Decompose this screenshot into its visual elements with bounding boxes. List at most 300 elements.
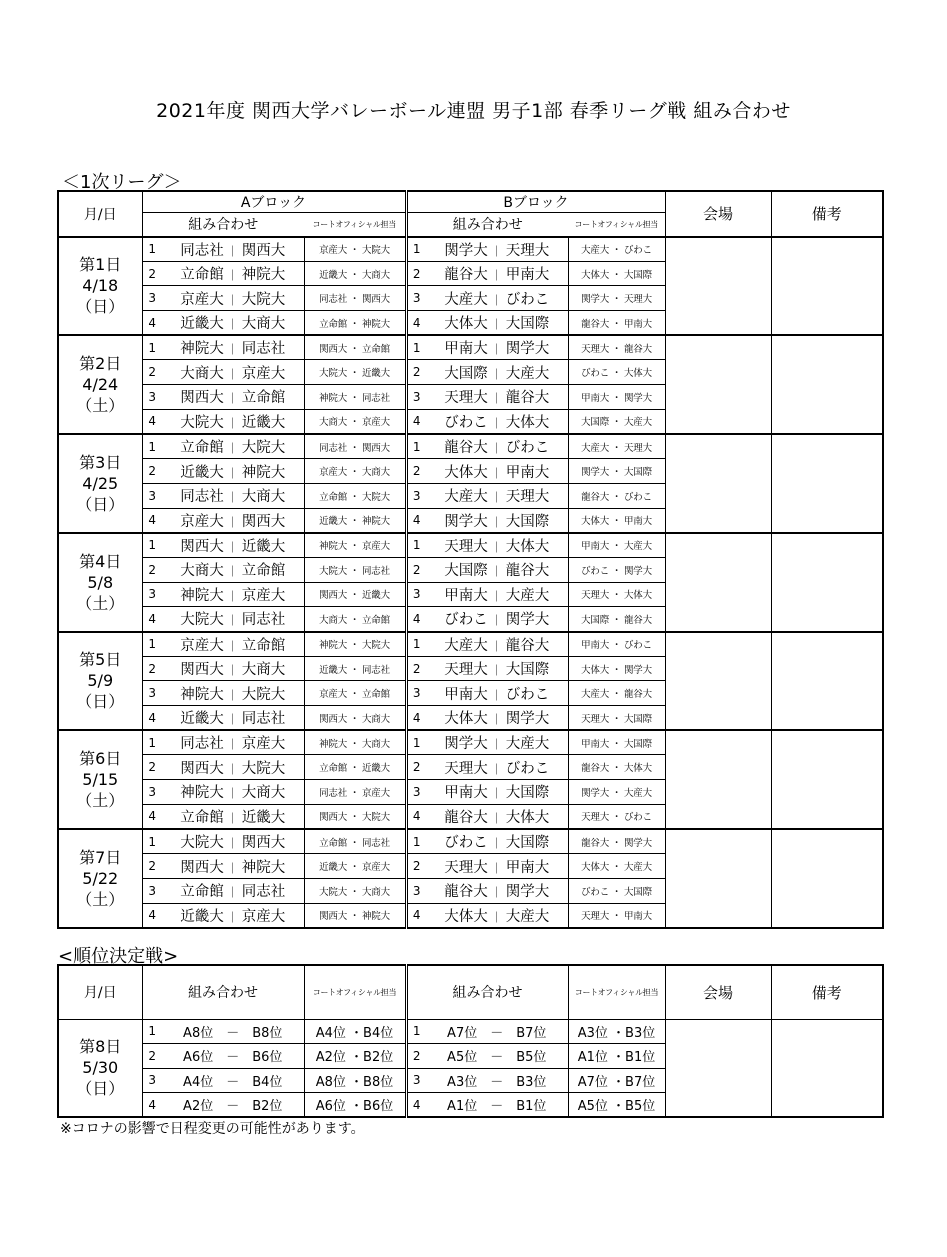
versus-separator: ｜	[223, 244, 242, 258]
day-day: 第3日	[79, 452, 122, 472]
venue-cell	[665, 632, 771, 731]
versus-separator: ｜	[223, 664, 242, 678]
versus-separator: ｜	[487, 515, 506, 529]
matchup-cell	[426, 582, 568, 607]
match-number: 2	[142, 261, 162, 286]
ranking-matchup-cell	[426, 1093, 568, 1118]
court-official-cell: 大院大 ・ 同志社	[304, 557, 406, 582]
match-number: 1	[142, 632, 162, 657]
court-official-cell: 同志社 ・ 関西大	[304, 434, 406, 459]
match-number: 3	[142, 878, 162, 903]
matchup-cell	[426, 903, 568, 928]
match-number: 3	[142, 582, 162, 607]
court-official-cell: 龍谷大 ・ 大体大	[568, 755, 665, 780]
match-row	[58, 829, 883, 854]
matchup-cell	[426, 706, 568, 731]
footnote: ※コロナの影響で日程変更の可能性があります。	[60, 1121, 365, 1137]
matchup-cell	[162, 557, 304, 582]
away-team: 大体大	[505, 414, 550, 431]
matchup-cell	[426, 730, 568, 755]
matchup-cell	[426, 533, 568, 558]
home-team: 天理大	[444, 859, 488, 876]
versus-separator: －	[477, 1050, 517, 1066]
match-number: 1	[142, 237, 162, 262]
away-team: 大国際	[505, 316, 550, 333]
versus-separator: ｜	[487, 416, 506, 430]
versus-separator: ｜	[487, 589, 506, 603]
match-number: 2	[406, 656, 426, 681]
match-number: 3	[142, 1068, 162, 1093]
home-team: 神院大	[180, 341, 224, 358]
matchup-cell	[426, 360, 568, 385]
court-official-cell: 立命館 ・ 近畿大	[304, 755, 406, 780]
official-rank-2: B4位	[363, 1025, 394, 1041]
first-league-table	[57, 190, 884, 929]
versus-separator: ｜	[487, 293, 506, 307]
match-number: 1	[406, 632, 426, 657]
court-official-cell: 大体大 ・ 甲南大	[568, 508, 665, 533]
day-day: 第4日	[79, 551, 122, 571]
matchup-cell	[426, 459, 568, 484]
rank-home: A1位	[447, 1099, 478, 1114]
rank-away: B2位	[252, 1099, 283, 1114]
versus-separator: ｜	[223, 491, 242, 505]
court-official-cell: 近畿大 ・ 同志社	[304, 656, 406, 681]
away-team: 京産大	[241, 908, 286, 925]
versus-separator: ｜	[223, 688, 242, 702]
day-cell	[58, 730, 142, 829]
match-number: 1	[142, 1019, 162, 1044]
venue-cell	[665, 1019, 771, 1117]
match-number: 4	[406, 1093, 426, 1118]
home-team: 大商大	[180, 365, 224, 382]
home-team: 京産大	[180, 291, 224, 308]
matchup-cell	[162, 878, 304, 903]
match-number: 3	[142, 286, 162, 311]
notes-cell	[771, 730, 883, 829]
court-official-cell: 龍谷大 ・ 関学大	[568, 829, 665, 854]
court-official-cell: 立命館 ・ 神院大	[304, 311, 406, 336]
matchup-cell	[426, 557, 568, 582]
home-team: 天理大	[444, 538, 488, 555]
matchup-cell	[162, 607, 304, 632]
home-team: 近畿大	[180, 464, 224, 481]
home-team: 龍谷大	[444, 809, 488, 826]
versus-separator: ｜	[487, 861, 506, 875]
court-official-cell: 神院大 ・ 大商大	[304, 730, 406, 755]
official-rank-1: A5位	[577, 1099, 608, 1114]
ranking-matchup-cell	[162, 1068, 304, 1093]
match-number: 2	[406, 755, 426, 780]
home-team: 立命館	[180, 440, 224, 457]
matchup-cell	[426, 829, 568, 854]
ranking-matchup-cell	[162, 1019, 304, 1044]
away-team: 大国際	[505, 835, 550, 852]
day-cell	[58, 237, 142, 336]
home-team: びわこ	[444, 414, 488, 431]
versus-separator: ｜	[223, 787, 242, 801]
matchup-cell	[426, 286, 568, 311]
match-number: 4	[406, 804, 426, 829]
court-official-cell: 大産大 ・ 天理大	[568, 434, 665, 459]
official-rank-2: B5位	[625, 1099, 656, 1114]
away-team: 大体大	[505, 538, 550, 555]
match-number: 3	[406, 483, 426, 508]
versus-separator: ｜	[223, 466, 242, 480]
court-official-cell: 龍谷大 ・ びわこ	[568, 483, 665, 508]
versus-separator: ｜	[487, 738, 506, 752]
versus-separator: －	[477, 1074, 517, 1090]
away-team: 同志社	[241, 341, 286, 358]
rank-away: B7位	[516, 1025, 547, 1041]
matchup-cell	[162, 730, 304, 755]
away-team: 神院大	[241, 464, 286, 481]
match-number: 4	[406, 706, 426, 731]
court-official-cell: 関西大 ・ 近畿大	[304, 582, 406, 607]
match-number: 4	[142, 706, 162, 731]
notes-cell	[771, 335, 883, 434]
rank-away: B6位	[252, 1050, 283, 1066]
versus-separator: ｜	[487, 886, 506, 900]
court-official-cell: 神院大 ・ 京産大	[304, 533, 406, 558]
court-official-cell: 関学大 ・ 大国際	[568, 459, 665, 484]
match-number: 2	[406, 557, 426, 582]
day-dow: （日）	[76, 494, 125, 514]
matchup-cell	[162, 903, 304, 928]
day-date: 5/30	[82, 1058, 119, 1078]
day-day: 第2日	[79, 354, 122, 374]
home-team: 天理大	[444, 390, 488, 407]
match-number: 3	[142, 681, 162, 706]
home-team: 大商大	[180, 563, 224, 580]
day-dow: （日）	[76, 297, 125, 317]
away-team: 神院大	[241, 859, 286, 876]
official-rank-2: B7位	[625, 1074, 656, 1090]
home-team: 大院大	[180, 612, 224, 629]
matchup-cell	[426, 755, 568, 780]
versus-separator: ｜	[223, 293, 242, 307]
rank-away: B3位	[516, 1074, 547, 1090]
versus-separator: ｜	[223, 639, 242, 653]
versus-separator: －	[213, 1025, 253, 1041]
versus-separator: ｜	[487, 688, 506, 702]
match-row	[58, 632, 883, 657]
away-team: 大院大	[241, 440, 286, 457]
court-official-cell: 同志社 ・ 京産大	[304, 780, 406, 805]
venue-cell	[665, 335, 771, 434]
matchup-cell	[426, 780, 568, 805]
away-team: 甲南大	[505, 267, 550, 284]
official-rank-2: B2位	[363, 1050, 394, 1066]
match-number: 3	[406, 780, 426, 805]
away-team: 大商大	[241, 316, 286, 333]
matchup-cell	[162, 434, 304, 459]
away-team: 京産大	[241, 736, 286, 753]
match-number: 4	[142, 409, 162, 434]
home-team: 近畿大	[180, 711, 224, 728]
date-header: 月/日	[58, 965, 142, 1019]
home-team: 立命館	[180, 267, 224, 284]
matchup-cell	[426, 434, 568, 459]
versus-separator: ｜	[223, 442, 242, 456]
court-official-cell	[568, 1044, 665, 1069]
match-number: 4	[406, 409, 426, 434]
rank-home: A5位	[447, 1050, 478, 1066]
match-number: 3	[142, 385, 162, 410]
day-cell	[58, 434, 142, 533]
court-official-cell: 近畿大 ・ 京産大	[304, 854, 406, 879]
versus-separator: ｜	[487, 318, 506, 332]
away-team: 大院大	[241, 686, 286, 703]
away-team: 大国際	[505, 662, 550, 679]
away-team: 同志社	[241, 884, 286, 901]
match-number: 3	[406, 681, 426, 706]
official-separator: ・	[345, 1074, 364, 1090]
match-number: 2	[406, 459, 426, 484]
venue-cell	[665, 730, 771, 829]
matchup-cell	[162, 483, 304, 508]
home-team: 甲南大	[444, 785, 488, 802]
official-rank-2: B8位	[363, 1074, 394, 1090]
away-team: 龍谷大	[505, 563, 550, 580]
matchups-header-a: 組み合わせ	[188, 217, 259, 234]
venue-cell	[665, 237, 771, 336]
notes-header: 備考	[771, 191, 883, 237]
versus-separator: ｜	[487, 466, 506, 480]
away-team: 近畿大	[241, 538, 286, 555]
away-team: 龍谷大	[505, 390, 550, 407]
matchup-cell	[162, 286, 304, 311]
day-date: 5/22	[82, 868, 119, 888]
rank-away: B4位	[252, 1074, 283, 1090]
away-team: 天理大	[505, 242, 550, 259]
court-official-cell: 京産大 ・ 大商大	[304, 459, 406, 484]
rank-away: B1位	[516, 1099, 547, 1114]
versus-separator: ｜	[487, 343, 506, 357]
ranking-row	[58, 1019, 883, 1044]
versus-separator: ｜	[487, 614, 506, 628]
match-number: 2	[142, 459, 162, 484]
matchup-cell	[426, 632, 568, 657]
versus-separator: ｜	[223, 762, 242, 776]
matchup-cell	[162, 706, 304, 731]
match-number: 1	[142, 829, 162, 854]
away-team: 近畿大	[241, 809, 286, 826]
home-team: 関学大	[444, 513, 488, 530]
away-team: 関学大	[505, 884, 550, 901]
official-separator: ・	[607, 1025, 626, 1041]
home-team: 天理大	[444, 760, 488, 777]
away-team: 関学大	[505, 612, 550, 629]
matchup-cell	[162, 854, 304, 879]
away-team: びわこ	[505, 686, 550, 703]
day-dow: （日）	[76, 692, 125, 712]
versus-separator: ｜	[223, 269, 242, 283]
official-rank-1: A4位	[315, 1025, 346, 1041]
match-number: 3	[142, 483, 162, 508]
match-row	[58, 335, 883, 360]
matchup-cell	[426, 681, 568, 706]
match-row	[58, 434, 883, 459]
away-team: 大商大	[241, 785, 286, 802]
matchup-cell	[426, 508, 568, 533]
official-rank-2: B3位	[625, 1025, 656, 1041]
home-team: 龍谷大	[444, 267, 488, 284]
matchup-cell	[426, 237, 568, 262]
court-official-header-a: コートオフィシャル担当	[312, 219, 396, 229]
block-b-header: Bブロック	[406, 191, 665, 213]
match-number: 1	[406, 730, 426, 755]
matchup-cell	[426, 311, 568, 336]
versus-separator: ｜	[223, 811, 242, 825]
court-official-cell: 大体大 ・ 大産大	[568, 854, 665, 879]
home-team: 神院大	[180, 587, 224, 604]
match-number: 2	[406, 854, 426, 879]
matchup-cell	[162, 409, 304, 434]
court-official-cell: 大院大 ・ 近畿大	[304, 360, 406, 385]
ranking-matchup-cell	[426, 1019, 568, 1044]
away-team: びわこ	[505, 440, 550, 457]
notes-cell	[771, 1019, 883, 1117]
home-team: 近畿大	[180, 316, 224, 333]
home-team: 天理大	[444, 662, 488, 679]
matchup-cell	[426, 878, 568, 903]
court-official-cell: 関西大 ・ 大院大	[304, 804, 406, 829]
court-official-cell: 大体大 ・ 関学大	[568, 656, 665, 681]
match-number: 2	[142, 1044, 162, 1069]
matchup-cell	[162, 804, 304, 829]
matchup-cell	[162, 656, 304, 681]
rank-home: A6位	[183, 1050, 214, 1066]
versus-separator: －	[213, 1099, 253, 1114]
matchup-cell	[426, 385, 568, 410]
official-rank-2: B6位	[363, 1099, 394, 1114]
rank-home: A8位	[183, 1025, 214, 1041]
official-separator: ・	[345, 1050, 364, 1066]
versus-separator: ｜	[223, 416, 242, 430]
day-cell	[58, 829, 142, 928]
court-official-cell: 同志社 ・ 関西大	[304, 286, 406, 311]
home-team: 関西大	[180, 859, 224, 876]
court-official-cell: びわこ ・ 大体大	[568, 360, 665, 385]
home-team: 大体大	[444, 464, 488, 481]
matchup-cell	[426, 335, 568, 360]
away-team: 同志社	[241, 612, 286, 629]
away-team: 大産大	[505, 736, 550, 753]
matchup-cell	[162, 261, 304, 286]
match-row	[58, 237, 883, 262]
court-official-cell: 甲南大 ・ 大国際	[568, 730, 665, 755]
ranking-matchup-cell	[162, 1093, 304, 1118]
matchup-cell	[162, 533, 304, 558]
home-team: 関西大	[180, 662, 224, 679]
matchup-cell	[426, 607, 568, 632]
versus-separator: ｜	[487, 491, 506, 505]
versus-separator: ｜	[223, 886, 242, 900]
versus-separator: ｜	[223, 367, 242, 381]
away-team: 神院大	[241, 267, 286, 284]
court-official-cell: 大産大 ・ 龍谷大	[568, 681, 665, 706]
court-official-cell: 天理大 ・ 大国際	[568, 706, 665, 731]
court-official-cell: 天理大 ・ 甲南大	[568, 903, 665, 928]
official-rank-2: B1位	[625, 1050, 656, 1066]
versus-separator: ｜	[223, 910, 242, 924]
matchup-cell	[162, 360, 304, 385]
versus-separator: ｜	[223, 713, 242, 727]
home-team: 関西大	[180, 538, 224, 555]
matchup-cell	[162, 780, 304, 805]
day-date: 4/25	[82, 473, 119, 493]
court-official-cell	[304, 1044, 406, 1069]
venue-cell	[665, 434, 771, 533]
venue-header: 会場	[665, 965, 771, 1019]
ranking-matchup-cell	[426, 1068, 568, 1093]
court-official-cell: 関学大 ・ 天理大	[568, 286, 665, 311]
matchup-cell	[162, 582, 304, 607]
match-number: 4	[406, 311, 426, 336]
away-team: 大商大	[241, 662, 286, 679]
versus-separator: ｜	[487, 787, 506, 801]
match-number: 1	[142, 730, 162, 755]
versus-separator: ｜	[223, 614, 242, 628]
matchups-header-b: 組み合わせ	[406, 965, 568, 1019]
date-header: 月/日	[58, 191, 142, 237]
home-team: 関学大	[444, 242, 488, 259]
matchup-cell	[162, 335, 304, 360]
match-number: 4	[406, 607, 426, 632]
match-number: 4	[406, 508, 426, 533]
matchup-cell	[162, 237, 304, 262]
day-cell	[58, 335, 142, 434]
court-official-cell: 京産大 ・ 立命館	[304, 681, 406, 706]
day-cell	[58, 1019, 142, 1117]
match-number: 3	[406, 286, 426, 311]
block-a-header: Aブロック	[142, 191, 406, 213]
day-dow: （土）	[76, 791, 125, 811]
match-number: 2	[142, 360, 162, 385]
official-separator: ・	[607, 1074, 626, 1090]
match-number: 2	[142, 755, 162, 780]
court-official-cell: 近畿大 ・ 神院大	[304, 508, 406, 533]
versus-separator: ｜	[223, 318, 242, 332]
match-number: 1	[406, 335, 426, 360]
away-team: 大院大	[241, 291, 286, 308]
section-heading-first-league: ＜1次リーグ＞	[62, 172, 182, 193]
venue-cell	[665, 533, 771, 632]
matchup-cell	[426, 656, 568, 681]
court-official-cell: 立命館 ・ 同志社	[304, 829, 406, 854]
notes-cell	[771, 237, 883, 336]
match-number: 2	[406, 1044, 426, 1069]
versus-separator: ｜	[487, 392, 506, 406]
official-rank-1: A7位	[577, 1074, 608, 1090]
official-rank-1: A8位	[315, 1074, 346, 1090]
day-dow: （土）	[76, 889, 125, 909]
versus-separator: ｜	[487, 811, 506, 825]
court-official-cell	[304, 1093, 406, 1118]
away-team: びわこ	[505, 291, 550, 308]
match-number: 4	[142, 508, 162, 533]
court-official-cell: びわこ ・ 大国際	[568, 878, 665, 903]
day-day: 第7日	[79, 847, 122, 867]
versus-separator: ｜	[487, 269, 506, 283]
away-team: 関学大	[505, 341, 550, 358]
away-team: 龍谷大	[505, 637, 550, 654]
page-title: 2021年度 関西大学バレーボール連盟 男子1部 春季リーグ戦 組み合わせ	[156, 100, 791, 122]
match-number: 1	[406, 829, 426, 854]
home-team: びわこ	[444, 612, 488, 629]
matchup-cell	[162, 311, 304, 336]
